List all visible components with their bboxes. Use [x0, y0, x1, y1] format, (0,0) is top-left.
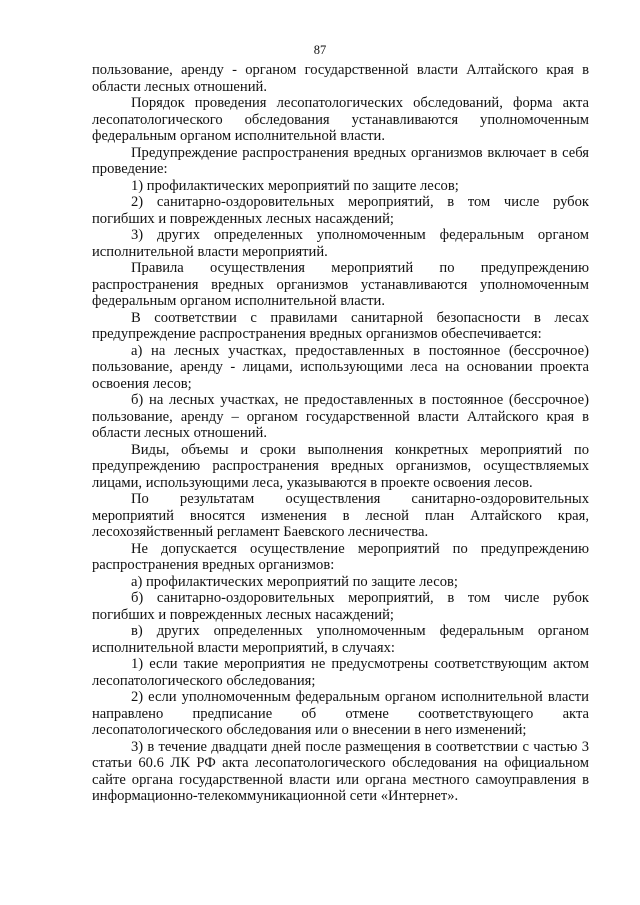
paragraph: пользование, аренду - органом государственной власти Алтайского края в области лесных отношений.	[92, 62, 589, 95]
paragraph: Виды, объемы и сроки выполнения конкретных мероприятий по предупреждению распространения вредных организмов, осуществляемых лицами, использующими леса, указываются в проекте освоения лесов.	[92, 441, 589, 491]
list-item: 3) в течение двадцати дней после размещения в соответствии с частью 3 статьи 60.6 ЛК РФ акта лесопатологического обследования на официальном сайте органа государственной власти или органа местного самоуправления в информационно-телекоммуникационной сети «Интернет».	[92, 738, 589, 804]
paragraph: Предупреждение распространения вредных организмов включает в себя проведение:	[92, 144, 589, 177]
list-item: а) профилактических мероприятий по защите лесов;	[131, 573, 458, 590]
list-item: 2) санитарно-оздоровительных мероприятий, в том числе рубок погибших и поврежденных лесных насаждений;	[92, 194, 589, 227]
page-number: 87	[313, 43, 327, 57]
paragraph: По результатам осуществления санитарно-оздоровительных мероприятий вносятся изменения в лесной план Алтайского края, лесохозяйственный регламент Баевского лесничества.	[92, 491, 589, 540]
list-item: 1) если такие мероприятия не предусмотрены соответствующим актом лесопатологического обследования;	[92, 656, 589, 689]
list-item: 2) если уполномоченным федеральным органом исполнительной власти направлено предписание об отмене соответствующего акта лесопатологического обследования или о внесении в него изменений;	[92, 689, 589, 738]
paragraph: Не допускается осуществление мероприятий по предупреждению распространения вредных организмов:	[92, 540, 589, 573]
list-item: 1) профилактических мероприятий по защите лесов;	[131, 177, 459, 194]
list-item: б) санитарно-оздоровительных мероприятий, в том числе рубок погибших и поврежденных лесных насаждений;	[92, 590, 589, 623]
list-item: а) на лесных участках, предоставленных в постоянное (бессрочное) пользование, аренду - лицами, использующими леса на основании проекта освоения лесов;	[92, 342, 589, 392]
list-item: б) на лесных участках, не предоставленных в постоянное (бессрочное) пользование, аренду – органом государственной власти Алтайского края в области лесных отношений.	[92, 392, 589, 441]
paragraph: Порядок проведения лесопатологических обследований, форма акта лесопатологического обследования устанавливаются уполномоченным федеральным органом исполнительной власти.	[92, 95, 589, 144]
paragraph: В соответствии с правилами санитарной безопасности в лесах предупреждение распространения вредных организмов обеспечивается:	[92, 309, 589, 342]
list-item: в) других определенных уполномоченным федеральным органом исполнительной власти мероприятий, в случаях:	[92, 623, 589, 656]
document-body	[92, 62, 589, 805]
list-item: 3) других определенных уполномоченным федеральным органом исполнительной власти мероприятий.	[92, 227, 589, 260]
paragraph: Правила осуществления мероприятий по предупреждению распространения вредных организмов устанавливаются уполномоченным федеральным органом исполнительной власти.	[92, 260, 589, 309]
